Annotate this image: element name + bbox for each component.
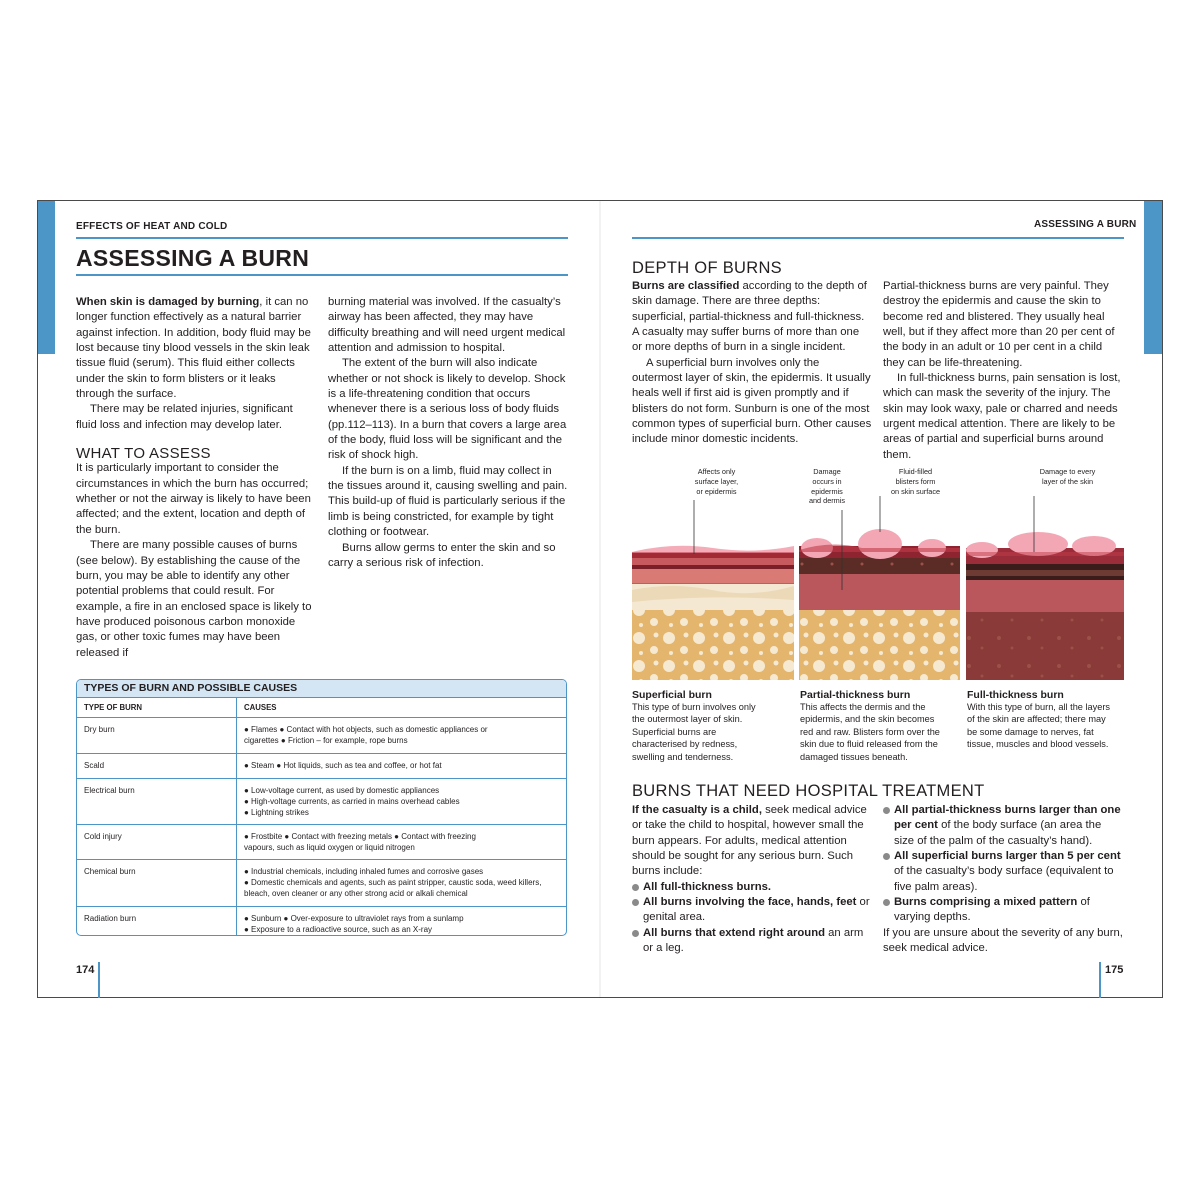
- cause-line: ● High-voltage currents, as carried in mains overhead cables: [244, 797, 460, 806]
- bullet-text: of the body surface (an area the size of the palm of the casualty’s hand).: [894, 819, 1102, 847]
- depth-column-1: [632, 279, 872, 448]
- running-head-left: EFFECTS OF HEAT AND COLD: [76, 221, 228, 232]
- table-row: [77, 779, 566, 825]
- intro-text: , it can no longer function effectively as a natural barrier against infection. In addition, body fluid may be lost because tiny blood vessels in the skin leak tissue fluid (serum). This fluid either collects under the skin to form blisters or it leaks through the surface.: [76, 296, 311, 401]
- bullet-bold: All superficial burns larger than 5 per cent: [894, 850, 1121, 863]
- label-line: surface layer,: [694, 476, 739, 486]
- caption-title: Full-thickness burn: [967, 689, 1064, 701]
- caption-line: characterised by redness,: [632, 739, 738, 750]
- section-tab-right: [1144, 201, 1162, 354]
- folio-rule-left: [98, 962, 100, 998]
- left-column-1: [76, 295, 316, 661]
- hospital-treatment-heading: BURNS THAT NEED HOSPITAL TREATMENT: [632, 782, 985, 800]
- table-title: TYPES OF BURN AND POSSIBLE CAUSES: [77, 680, 566, 698]
- bullet-text: of the casualty’s body surface (equivalent to five palm areas).: [894, 865, 1114, 893]
- what-to-assess-heading: WHAT TO ASSESS: [76, 445, 211, 463]
- page-number-right: 175: [1105, 964, 1124, 976]
- hospital-lead: If the casualty is a child,: [632, 804, 762, 816]
- folio-rule-right: [1099, 962, 1101, 998]
- col2-paragraph-2: The extent of the burn will also indicate whether or not shock is likely to develop. Shock is a life-threatening condition that occurs whenever there is a serious loss of body fluids (pp.112–113). In a burn that covers a large area of the body, fluid loss will be significant and the risk of shock high.: [328, 357, 567, 462]
- caption-full: [967, 689, 1127, 751]
- bullet-text: an arm or a leg.: [643, 926, 864, 955]
- cause-line: ● Frostbite ● Contact with freezing metals ● Contact with freezing: [244, 832, 476, 841]
- bullet-text: or genital area.: [643, 896, 870, 924]
- cause-line: ● Industrial chemicals, including inhaled fumes and corrosive gases: [244, 867, 484, 876]
- bullet-bold: Burns comprising a mixed pattern: [894, 896, 1078, 909]
- label-line: Damage: [813, 467, 841, 476]
- row-type: Electrical burn: [77, 779, 237, 824]
- cause-line: ● Lightning strikes: [244, 808, 309, 817]
- table-row: [77, 907, 566, 936]
- cause-line: bleach, oven cleaner or any other strong acid or alkali chemical: [244, 889, 468, 898]
- col-header-causes: CAUSES: [244, 703, 277, 712]
- hospital-column-1: [632, 803, 874, 956]
- row-causes: [237, 754, 566, 778]
- caption-line: red and raw. Blisters form over the: [800, 726, 940, 737]
- page-number-left: 174: [76, 964, 95, 976]
- depth-column-2: [883, 279, 1123, 463]
- assess-paragraph-2: There are many possible causes of burns (see below). By establishing the cause of the burn, you may be able to identify any other potential problems that could result. For example, a fire in an enclosed space is likely to have produced poisonous carbon monoxide gas, or other toxic fumes may have been released if: [76, 539, 312, 659]
- col-header-type: TYPE OF BURN: [77, 698, 237, 717]
- caption-line: the outermost layer of skin.: [632, 714, 743, 725]
- row-type: Radiation burn: [77, 907, 237, 936]
- caption-line: damaged tissues beneath.: [800, 751, 908, 762]
- label-line: or epidermis: [696, 486, 737, 496]
- cause-line: ● Domestic chemicals and agents, such as paint stripper, caustic soda, weed killers,: [244, 878, 542, 887]
- col2-paragraph-1: burning material was involved. If the casualty’s airway has been affected, they may have difficulty breathing and will need urgent medical attention and admission to hospital.: [328, 296, 566, 355]
- hospital-text: seek medical advice or take the child to hospital, however small the burn appears. For adults, medical attention should be sought for any serious burn. Such burns include:: [632, 804, 867, 878]
- cause-line: ● Flames ● Contact with hot objects, such as domestic appliances or: [244, 725, 488, 734]
- bullet-item: [632, 926, 874, 957]
- label-line: Fluid-filled: [898, 467, 933, 476]
- assess-paragraph-1: It is particularly important to consider the circumstances in which the burn has occurred; whether or not the airway is likely to have been affected; and the extent, location and depth of the burn.: [76, 462, 311, 536]
- row-type: Chemical burn: [77, 860, 237, 906]
- book-gutter: [599, 201, 601, 997]
- bullet-text: of varying depths.: [894, 896, 1090, 924]
- depth-of-burns-heading: DEPTH OF BURNS: [632, 259, 782, 277]
- table-row: [77, 825, 566, 860]
- caption-line: epidermis, and the skin becomes: [800, 714, 935, 725]
- burn-causes-table: [76, 679, 567, 936]
- label-line: Affects only: [697, 467, 736, 476]
- col2-paragraph-4: Burns allow germs to enter the skin and so carry a serious risk of infection.: [328, 541, 556, 569]
- row-type: Dry burn: [77, 718, 237, 753]
- depth-paragraph-4: In full-thickness burns, pain sensation is lost, which can mask the severity of the injury. The skin may look waxy, pale or charred and needs urgent medical attention. There are likely to be areas of partial and superficial burns around them.: [883, 372, 1121, 461]
- section-tab-left: [38, 201, 55, 354]
- bullet-item: [632, 880, 874, 895]
- table-row: [77, 754, 566, 779]
- caption-body: [800, 701, 960, 763]
- row-type: Cold injury: [77, 825, 237, 859]
- bullet-bold: All burns involving the face, hands, feet: [643, 896, 857, 909]
- table-row: [77, 718, 566, 754]
- bullet-item: [883, 895, 1123, 926]
- header-rule-left: [76, 237, 568, 239]
- full-thickness-panel: [966, 496, 1124, 680]
- hospital-closing: If you are unsure about the severity of any burn, seek medical advice.: [883, 926, 1123, 955]
- caption-line: This affects the dermis and the: [800, 702, 926, 712]
- label-line: and dermis: [808, 496, 846, 506]
- page-title: ASSESSING A BURN: [76, 245, 310, 271]
- label-line: epidermis: [811, 486, 843, 496]
- bullet-item: [883, 803, 1123, 849]
- col2-paragraph-3: If the burn is on a limb, fluid may collect in the tissues around it, causing swelling and pain. This build-up of fluid is particularly serious if the limb is being constricted, for example by tight clothing or footwear.: [328, 464, 568, 539]
- cause-line: ● Sunburn ● Over-exposure to ultraviolet rays from a sunlamp: [244, 914, 464, 923]
- caption-line: skin due to fluid released from the: [800, 739, 938, 750]
- row-causes: [237, 825, 566, 859]
- bullet-bold: All partial-thickness burns larger than one per cent: [894, 804, 1121, 832]
- label-line: layer of the skin: [1041, 476, 1094, 486]
- left-column-2: [328, 295, 568, 571]
- label-line: occurs in: [812, 476, 842, 486]
- caption-superficial: [632, 689, 792, 763]
- hospital-column-2: [883, 803, 1123, 956]
- table-header-row: [77, 698, 566, 718]
- row-causes: [237, 860, 566, 906]
- bullet-bold: All burns that extend right around: [643, 926, 826, 939]
- intro-lead: When skin is damaged by burning: [76, 296, 260, 308]
- table-row: [77, 860, 566, 907]
- row-causes: [237, 779, 566, 824]
- depth-paragraph-2: A superficial burn involves only the outermost layer of skin, the epidermis. It usually heals well if first aid is given promptly and if blisters do not form. Sunburn is one of the most common types of superficial burn. Other causes include minor domestic incidents.: [632, 356, 872, 446]
- cause-line: ● Exposure to a radioactive source, such as an X-ray: [244, 925, 433, 934]
- depth-lead: Burns are classified: [632, 280, 740, 292]
- caption-line: With this type of burn, all the layers: [967, 702, 1110, 712]
- cause-line: ● Steam ● Hot liquids, such as tea and coffee, or hot fat: [244, 761, 442, 770]
- label-line: on skin surface: [890, 486, 941, 496]
- cause-line: ● Low-voltage current, as used by domestic appliances: [244, 786, 440, 795]
- depth-paragraph-3: Partial-thickness burns are very painful. They destroy the epidermis and cause the skin to become red and blistered. They usually heal well, but if they affect more than 20 per cent of the body in an adult or 10 per cent in a child they can be life-threatening.: [883, 280, 1115, 369]
- row-causes: [237, 718, 566, 753]
- depth-text: according to the depth of skin damage. There are three depths: superficial, partial-thickness and full-thickness. A casualty may suffer burns of more than one or more depths of burn in a single incident.: [632, 280, 867, 354]
- caption-body: [967, 701, 1127, 751]
- caption-body: [632, 701, 792, 763]
- bullet-item: [632, 895, 874, 926]
- skin-layers-diagram: [632, 490, 1124, 680]
- caption-line: of the skin are affected; there may: [967, 714, 1106, 725]
- bullet-item: [883, 849, 1123, 895]
- superficial-burn-panel: [632, 500, 794, 680]
- caption-line: swelling and tenderness.: [632, 751, 734, 762]
- caption-line: Superficial burns are: [632, 726, 717, 737]
- label-line: blisters form: [895, 476, 936, 486]
- header-rule-right: [632, 237, 1124, 239]
- bullet-bold: All full-thickness burns.: [643, 880, 772, 893]
- row-causes: [237, 907, 566, 936]
- label-every-layer: [1025, 467, 1110, 487]
- cause-line: vapours, such as liquid oxygen or liquid nitrogen: [244, 843, 415, 852]
- partial-thickness-panel: [799, 496, 960, 680]
- caption-line: tissue, muscles and blood vessels.: [967, 739, 1109, 750]
- label-line: Damage to every: [1039, 467, 1096, 476]
- row-type: Scald: [77, 754, 237, 778]
- cause-line: cigarettes ● Friction – for example, rope burns: [244, 736, 408, 745]
- caption-partial: [800, 689, 960, 763]
- intro-paragraph-2: There may be related injuries, significant fluid loss and infection may develop later.: [76, 403, 293, 431]
- title-rule: [76, 274, 568, 276]
- running-head-right: ASSESSING A BURN: [1034, 219, 1137, 230]
- caption-line: be some damage to nerves, fat: [967, 726, 1094, 737]
- caption-title: Superficial burn: [632, 689, 712, 701]
- caption-title: Partial-thickness burn: [800, 689, 911, 701]
- caption-line: This type of burn involves only: [632, 702, 756, 712]
